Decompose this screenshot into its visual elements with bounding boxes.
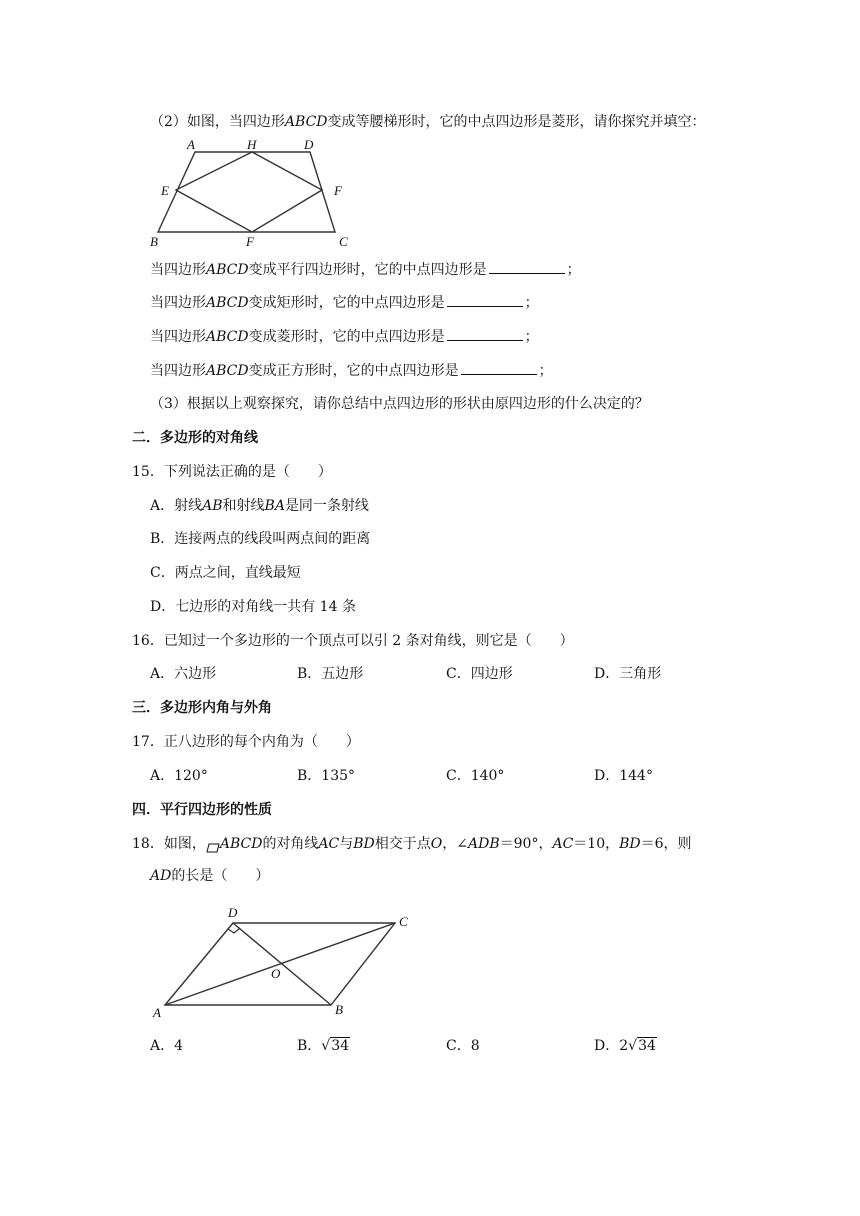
label-D: D (228, 905, 238, 920)
q16-option-c[interactable]: C．四边形 (446, 666, 513, 682)
q17-option-d[interactable]: D．144° (594, 768, 653, 784)
label-B: B (150, 234, 158, 249)
parallelogram-figure (145, 900, 425, 1022)
section-title-angles: 三．多边形内角与外角 (132, 700, 272, 716)
section-title-diagonals: 二．多边形的对角线 (132, 430, 258, 446)
fill-line-rhombus: 当四边形ABCD变成菱形时，它的中点四边形是 ； (150, 326, 539, 347)
section-title-parallelogram: 四．平行四边形的性质 (132, 802, 272, 818)
answer-blank[interactable] (447, 292, 523, 307)
q18-option-a[interactable]: A．4 (150, 1038, 184, 1054)
q15-option-c[interactable]: C．两点之间，直线最短 (150, 565, 301, 581)
parallelogram-symbol-icon (206, 839, 220, 849)
answer-blank[interactable] (461, 360, 537, 375)
label-O: O (271, 966, 281, 981)
fill-line-square: 当四边形ABCD变成正方形时，它的中点四边形是 ； (150, 360, 553, 381)
q16-stem: 16．已知过一个多边形的一个顶点可以引 2 条对角线，则它是（ ） (132, 633, 574, 649)
sqrt-icon: √ (321, 1038, 331, 1054)
trapezoid-figure (140, 134, 370, 254)
label-H: H (247, 137, 257, 152)
fill-line-parallelogram: 当四边形ABCD变成平行四边形时，它的中点四边形是 ； (150, 259, 581, 280)
q16-option-d[interactable]: D．三角形 (594, 666, 662, 682)
q17-option-b[interactable]: B．135° (297, 768, 356, 784)
label-C: C (399, 914, 408, 929)
label-C: C (339, 234, 348, 249)
q18-stem-line2: AD的长是（ ） (150, 868, 270, 884)
q17-option-c[interactable]: C．140° (446, 768, 505, 784)
label-B: B (335, 1002, 343, 1017)
q17-option-a[interactable]: A．120° (150, 768, 208, 784)
label-A: A (187, 137, 195, 152)
label-F-right: F (334, 183, 342, 198)
q18-option-c[interactable]: C．8 (446, 1038, 480, 1054)
label-D: D (304, 137, 314, 152)
q18-option-b[interactable]: B．√34 (297, 1038, 350, 1054)
answer-blank[interactable] (489, 259, 565, 274)
label-A: A (153, 1005, 161, 1020)
part2-intro: （2）如图，当四边形ABCD变成等腰梯形时，它的中点四边形是菱形，请你探究并填空： (150, 114, 706, 130)
q15-stem: 15．下列说法正确的是（ ） (132, 464, 332, 480)
q15-option-a[interactable]: A．射线AB和射线BA是同一条射线 (150, 498, 369, 514)
q17-stem: 17．正八边形的每个内角为（ ） (132, 734, 360, 750)
fill-line-rectangle: 当四边形ABCD变成矩形时，它的中点四边形是 ； (150, 292, 539, 313)
q18-stem: 18．如图， ABCD的对角线AC与BD相交于点O，∠ADB＝90°，AC＝10，BD＝6，则 (132, 836, 692, 852)
q15-option-b[interactable]: B．连接两点的线段叫两点间的距离 (150, 531, 371, 547)
sqrt-icon: √ (628, 1038, 638, 1054)
label-F-bottom: F (246, 234, 254, 249)
part3-text: （3）根据以上观察探究，请你总结中点四边形的形状由原四边形的什么决定的？ (150, 396, 649, 412)
q18-option-d[interactable]: D．2√34 (594, 1038, 656, 1054)
q15-option-d[interactable]: D．七边形的对角线一共有 14 条 (150, 599, 356, 615)
q16-option-b[interactable]: B．五边形 (297, 666, 364, 682)
answer-blank[interactable] (447, 326, 523, 341)
label-E: E (161, 183, 169, 198)
q16-option-a[interactable]: A．六边形 (150, 666, 217, 682)
